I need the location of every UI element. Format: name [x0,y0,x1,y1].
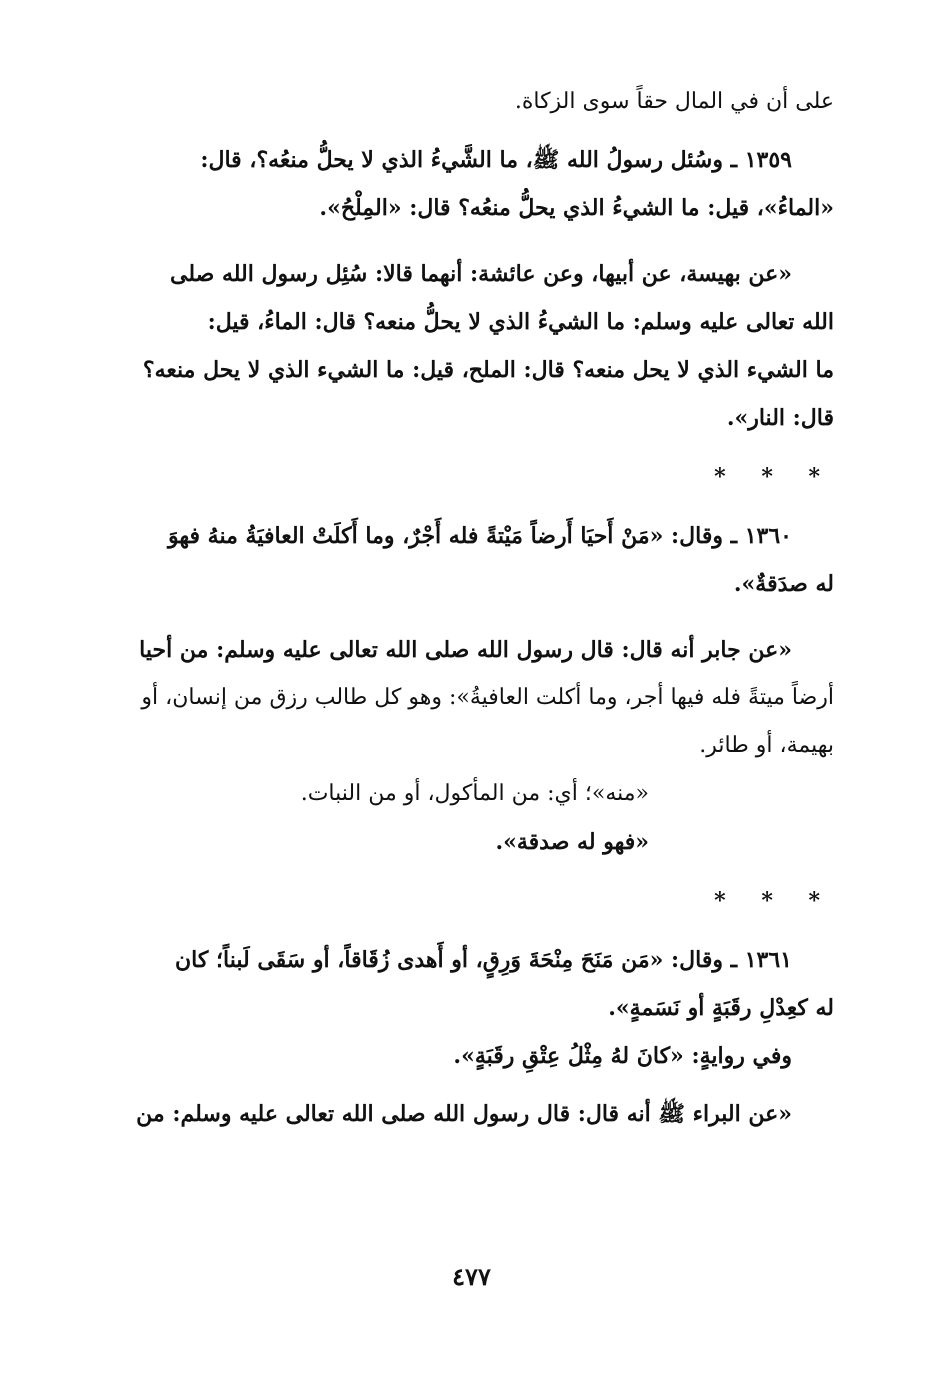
section-separator: * * * [714,464,834,490]
hadith-1361-line: ١٣٦١ ـ وقال: «مَن مَنَحَ مِنْحَةَ وَرِقٍ، أو أَهدى زُقَاقاً، أو سَقَى لَبناً؛ كان [175,947,792,973]
hadith-1360-line: ١٣٦٠ ـ وقال: «مَنْ أَحيَا أَرضاً مَيْتةً فله أَجْرٌ، وما أَكلَتْ العافيَةُ منهُ فهوَ [168,523,792,549]
commentary-line: «عن جابر أنه قال: قال رسول الله صلى الله تعالى عليه وسلم: من أحيا [139,637,792,663]
hadith-1360-line: له صدَقةٌ». [733,571,834,597]
hadith-1359-line: ١٣٥٩ ـ وسُئل رسولُ الله ﷺ، ما الشَّيءُ الذي لا يحلُّ منعُه؟، قال: [200,147,792,173]
commentary-line: الله تعالى عليه وسلم: ما الشيءُ الذي لا يحلُّ منعه؟ قال: الماءُ، قيل: [207,309,834,335]
hadith-1361-line: له كعِدْلِ رقَبَةٍ أو نَسَمةٍ». [608,995,834,1021]
commentary-line: ما الشيء الذي لا يحل منعه؟ قال: الملح، قيل: ما الشيء الذي لا يحل منعه؟ [142,357,834,383]
page-body [112,78,834,1138]
commentary-line: «منه»؛ أي: من المأكول، أو من النبات. [300,781,649,806]
commentary-line: بهيمة، أو طائر. [699,733,834,758]
hadith-1359-line: «الماءُ»، قيل: ما الشيءُ الذي يحلُّ منعُه؟ قال: «المِلْحُ». [319,195,834,221]
commentary-line: «فهو له صدقة». [495,829,649,855]
page-number: ٤٧٧ [452,1262,491,1291]
narration-variant-line: وفي روايةٍ: «كانَ لهُ مِثْلُ عِتْقِ رقَبَةٍ». [453,1043,792,1069]
commentary-line: قال: النار». [726,405,834,431]
section-separator: * * * [714,888,834,914]
commentary-line: «عن بهيسة، عن أبيها، وعن عائشة: أنهما قالا: سُئِل رسول الله صلى [169,261,792,287]
commentary-line: أرضاً ميتةً فله فيها أجر، وما أكلت العافيةُ»: وهو كل طالب رزق من إنسان، أو [141,685,834,710]
commentary-line: «عن البراء ﷺ أنه قال: قال رسول الله صلى الله تعالى عليه وسلم: من [136,1101,792,1127]
text-line: على أن في المال حقاً سوى الزكاة. [514,89,834,114]
